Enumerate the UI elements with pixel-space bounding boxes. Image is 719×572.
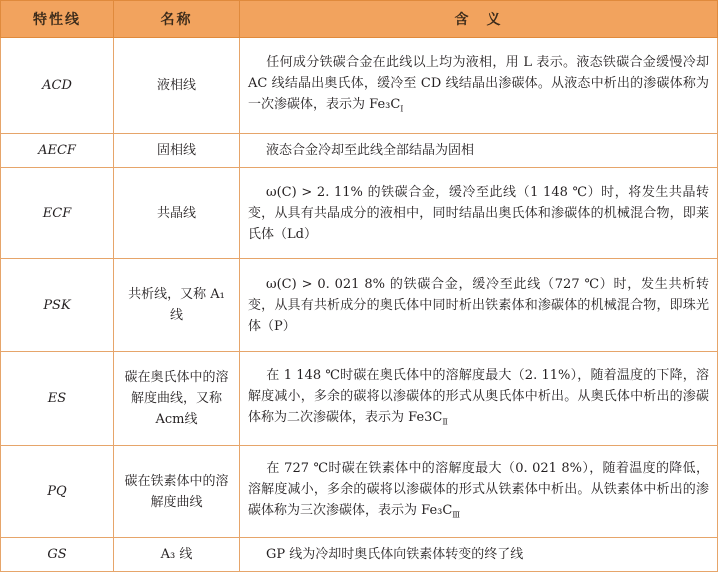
line-cell: AECF xyxy=(1,134,114,168)
table-row xyxy=(1,168,718,259)
meaning-cell: 在 727 ℃时碳在铁素体中的溶解度最大（0. 021 8%），随着温度的降低，溶解度减小，多余的碳将以渗碳体的形式从铁素体中析出。从铁素体中析出的渗碳体称为三次渗碳体，表示为 $Fe_3C_Ⅲ$ xyxy=(240,446,718,538)
name-cell: 碳在奥氏体中的溶解度曲线，又称 Acm线 xyxy=(114,352,240,446)
meaning-cell: 液态合金冷却至此线全部结晶为固相 xyxy=(240,134,718,168)
line-cell: ECF xyxy=(1,168,114,259)
meaning-cell: ω(C) > 2. 11% 的铁碳合金，缓冷至此线（1 148 ℃）时，将发生共晶转变，从具有共晶成分的液相中，同时结晶出奥氏体和渗碳体的机械混合物，即莱氏体（Ld） xyxy=(240,168,718,259)
meaning-cell: 在 1 148 ℃时碳在奥氏体中的溶解度最大（2. 11%），随着温度的下降，溶解度减小，多余的碳将以渗碳体的形式从奥氏体中析出。从奥氏体中析出的渗碳体称为二次渗碳体，表示为 $Fe3C_Ⅱ$ xyxy=(240,352,718,446)
header-meaning: 含 义 xyxy=(240,1,718,38)
header-row xyxy=(1,1,718,38)
table-row xyxy=(1,134,718,168)
line-cell: ACD xyxy=(1,38,114,134)
table-row xyxy=(1,38,718,134)
name-cell: 共晶线 xyxy=(114,168,240,259)
name-cell: 液相线 xyxy=(114,38,240,134)
table-row xyxy=(1,538,718,572)
name-cell: A₃ 线 xyxy=(114,538,240,572)
header-name: 名称 xyxy=(114,1,240,38)
line-cell: GS xyxy=(1,538,114,572)
line-cell: PSK xyxy=(1,259,114,352)
table-row xyxy=(1,446,718,538)
meaning-cell: ω(C) > 0. 021 8% 的铁碳合金，缓冷至此线（727 ℃）时，发生共析转变，从具有共析成分的奥氏体中同时析出铁素体和渗碳体的机械混合物，即珠光体（P） xyxy=(240,259,718,352)
line-cell: PQ xyxy=(1,446,114,538)
name-cell: 固相线 xyxy=(114,134,240,168)
meaning-cell: 任何成分铁碳合金在此线以上均为液相，用 L 表示。液态铁碳合金缓慢冷却 AC 线结晶出奥氏体，缓冷至 CD 线结晶出渗碳体。从液态中析出的渗碳体称为一次渗碳体，表示为 $Fe_3C_Ⅰ$ xyxy=(240,38,718,134)
name-cell: 共析线，又称 A₁ 线 xyxy=(114,259,240,352)
line-cell: ES xyxy=(1,352,114,446)
meaning-cell: GP 线为冷却时奥氏体向铁素体转变的终了线 xyxy=(240,538,718,572)
header-line: 特性线 xyxy=(1,1,114,38)
name-cell: 碳在铁素体中的溶解度曲线 xyxy=(114,446,240,538)
table-row xyxy=(1,352,718,446)
table-row xyxy=(1,259,718,352)
